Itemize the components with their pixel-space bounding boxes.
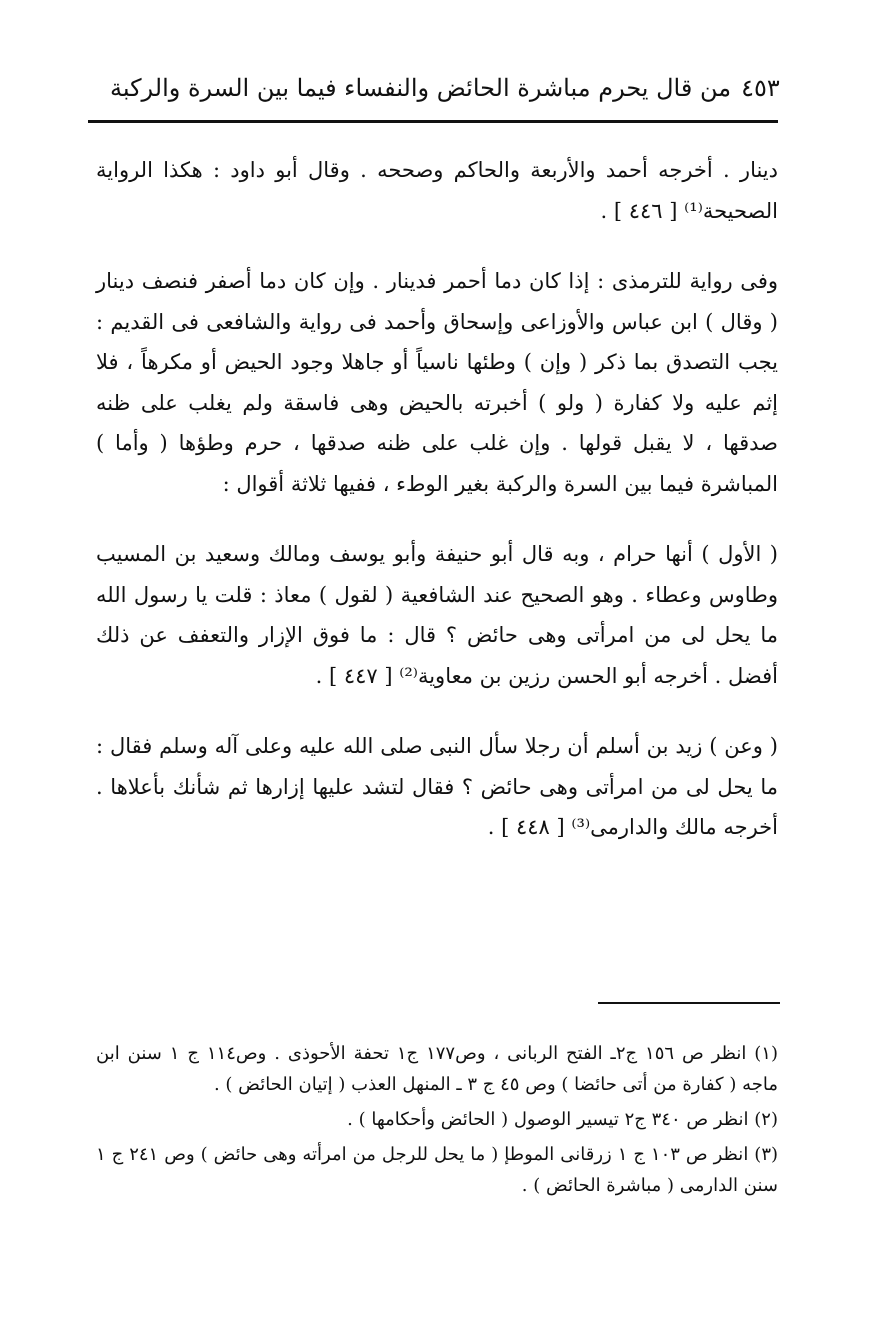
paragraph: ( وعن ) زيد بن أسلم أن رجلا سأل النبى صلى الله عليه وعلى آله وسلم فقال : ما يحل لى من امرأتى وهى حائض ؟ فقال لتشد عليها إزارها ثم شأنك بأعلاها . أخرجه مالك والدارمى⁽³⁾ [ ٤٤٨ ] . [96,734,778,839]
main-text [96,150,778,878]
footnote: (٢) انظر ص ٣٤٠ ج٢ تيسير الوصول ( الحائض وأحكامها ) . [347,1109,778,1130]
running-header [110,68,780,108]
footnote: (٣) انظر ص ١٠٣ ج ١ زرقانى الموطإ ( ما يحل للرجل من امرأته وهى حائض ) وص ٢٤١ ج ١ سنن الدارمى ( مباشرة الحائض ) . [96,1144,779,1196]
page-number: ٤٥٣ [741,74,780,102]
paragraph: دينار . أخرجه أحمد والأربعة والحاكم وصححه . وقال أبو داود : هكذا الرواية الصحيحة⁽¹⁾ [ ٤٤٦ ] . [96,158,778,223]
footnotes [96,1038,778,1205]
paragraph: وفى رواية للترمذى : إذا كان دما أحمر فدينار . وإن كان دما أصفر فنصف دينار ( وقال ) ابن عباس والأوزاعى وإسحاق وأحمد فى رواية والشافعى فى القديم : يجب التصدق بما ذكر ( وإن ) وطئها ناسياً أو جاهلا وجود الحيض أو مكرهاً ، فلا إثم عليه ولا كفارة ( ولو ) أخبرته بالحيض وهى فاسقة ولم يغلب على ظنه صدقها ، لا يقبل قولها . وإن غلب على ظنه صدقها ، حرم وطؤها ( وأما ) المباشرة فيما بين السرة والركبة بغير الوطء ، ففيها ثلاثة أقوال : [96,269,778,496]
header-title: من قال يحرم مباشرة الحائض والنفساء فيما بين السرة والركبة [110,74,732,102]
footnote: (١) انظر ص ١٥٦ ج٢ـ الفتح الربانى ، وص١٧٧ ج١ تحفة الأحوذى . وص١١٤ ج ١ سنن ابن ماجه ( كفارة من أتى حائضا ) وص ٤٥ ج ٣ ـ المنهل العذب ( إتيان الحائض ) . [96,1043,778,1095]
footnote-rule [598,1002,780,1004]
paragraph: ( الأول ) أنها حرام ، وبه قال أبو حنيفة وأبو يوسف ومالك وسعيد بن المسيب وطاوس وعطاء . وهو الصحيح عند الشافعية ( لقول ) معاذ : قلت يا رسول الله ما يحل لى من امرأتى وهى حائض ؟ قال : ما فوق الإزار والتعفف عن ذلك أفضل . أخرجه أبو الحسن رزين بن معاوية⁽²⁾ [ ٤٤٧ ] . [96,542,778,688]
header-rule [88,120,778,123]
